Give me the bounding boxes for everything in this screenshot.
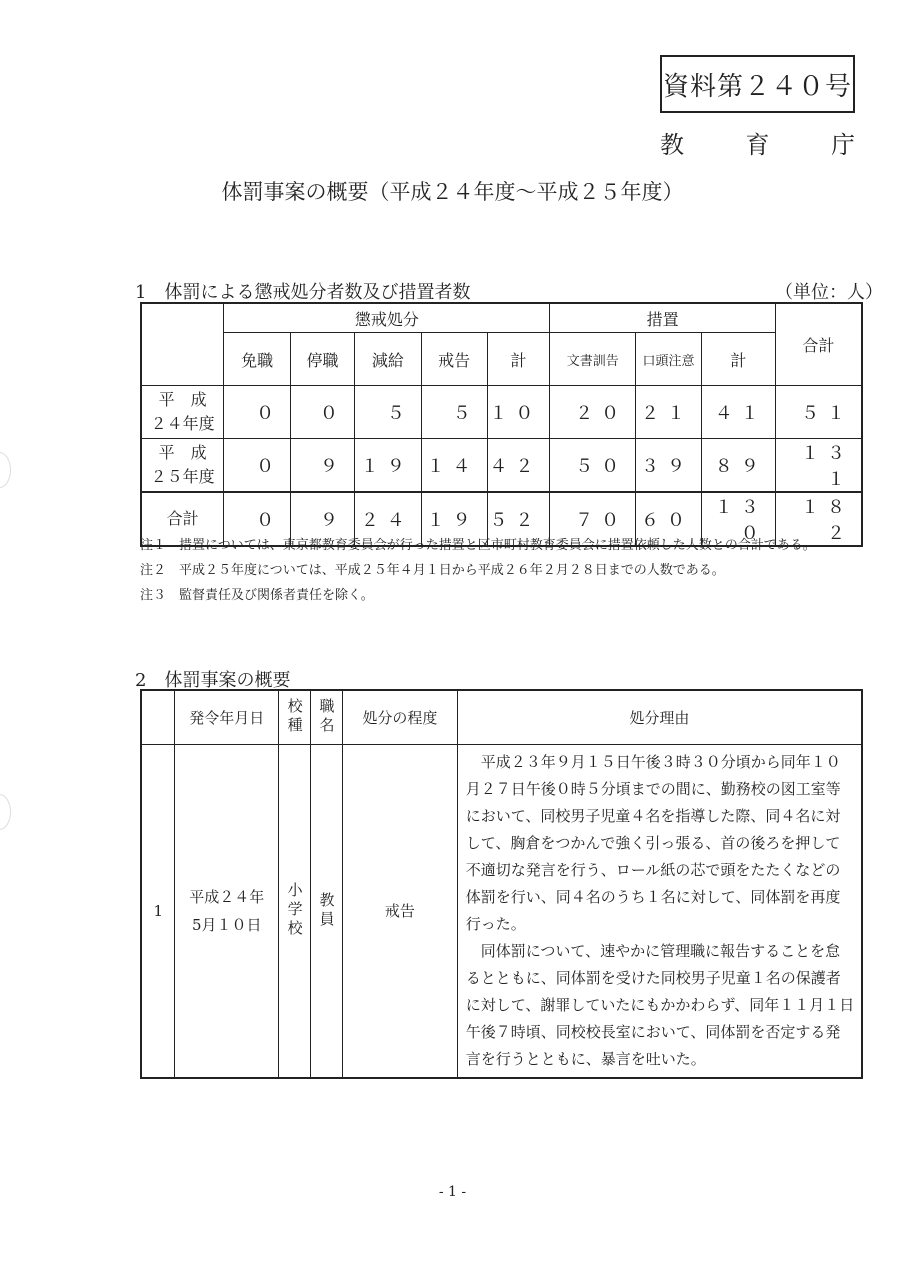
col-header: 計	[487, 333, 550, 386]
cell: ８９	[701, 439, 775, 493]
document-number-box: 資料第２４０号	[660, 55, 855, 113]
note-1: 注１ 措置については、東京都教育委員会が行った措置と区市町村教育委員会に措置依頼した人数との合計である。	[140, 538, 816, 553]
cell: ５２	[487, 492, 550, 546]
col-header: 文書訓告	[550, 333, 636, 386]
page-title: 体罰事案の概要（平成２４年度～平成２５年度）	[221, 180, 684, 204]
cell: ４２	[487, 439, 550, 493]
row-label-line2: ２４年度	[150, 414, 215, 433]
issuing-organization	[660, 125, 855, 160]
punch-hole-mark	[0, 452, 11, 488]
section1-heading: 1 体罰による懲戒処分者数及び措置者数	[135, 282, 471, 303]
cell: ４１	[701, 386, 775, 439]
col-header: 免職	[224, 333, 291, 386]
header-no	[141, 690, 175, 744]
total-header: 合計	[775, 303, 862, 386]
reason-paragraph-2: 同体罰について、速やかに管理職に報告することを怠るとともに、同体罰を受けた同校男子児童１名の保護者に対して、謝罪していたにもかかわらず、同年１１月１日午後７時頃、同校校長室において、同体罰を否定する発言を行うとともに、暴言を吐いた。	[465, 941, 855, 1068]
cell: ６０	[636, 492, 702, 546]
discipline-group-header: 懲戒処分	[224, 303, 550, 333]
case-date-line1: 平成２４年	[189, 887, 265, 906]
row-label-line1: 平 成	[158, 443, 207, 462]
cell: ０	[224, 492, 291, 546]
page-number: - 1 -	[438, 1184, 467, 1200]
case-school-text: 小学校	[285, 882, 304, 939]
header-school	[279, 690, 311, 744]
cell: ５１	[775, 386, 862, 439]
col-header: 停職	[291, 333, 355, 386]
cell: ５	[421, 386, 487, 439]
org-char: 育	[745, 131, 770, 159]
cell: ０	[224, 386, 291, 439]
col-header: 計	[701, 333, 775, 386]
note-2: 注２ 平成２５年度については、平成２５年４月１日から平成２６年２月２８日までの人数である。	[140, 563, 725, 578]
col-header: 口頭注意	[636, 333, 702, 386]
row-label-line1: 平 成	[158, 390, 207, 409]
case-summary-table	[140, 689, 863, 1079]
corner-cell	[141, 303, 224, 386]
header-position-text: 職名	[317, 698, 336, 737]
org-char: 庁	[831, 131, 855, 159]
col-header: 減給	[354, 333, 421, 386]
section2-heading: 2 体罰事案の概要	[135, 670, 291, 691]
row-label-line2: ２５年度	[150, 467, 215, 486]
case-school	[279, 744, 311, 1078]
header-reason: 処分理由	[457, 690, 862, 744]
cell: ２０	[550, 386, 636, 439]
case-level: 戒告	[343, 744, 458, 1078]
cell: ７０	[550, 492, 636, 546]
measure-group-header: 措置	[550, 303, 775, 333]
case-date-line2: 5月１０日	[192, 915, 262, 934]
cell: １９	[421, 492, 487, 546]
case-position-text: 教員	[317, 891, 336, 930]
cell: ５	[354, 386, 421, 439]
table-row	[141, 744, 862, 1078]
cell: １４	[421, 439, 487, 493]
cell: ２４	[354, 492, 421, 546]
header-position	[311, 690, 343, 744]
case-date	[175, 744, 279, 1078]
cell: ５０	[550, 439, 636, 493]
table-row	[141, 386, 862, 439]
punch-hole-mark	[0, 794, 11, 830]
case-position	[311, 744, 343, 1078]
cell: ０	[291, 386, 355, 439]
case-no: 1	[141, 744, 175, 1078]
table-row	[141, 439, 862, 493]
cell: １３１	[775, 439, 862, 493]
unit-label: （単位：人）	[775, 282, 883, 303]
org-char: 教	[660, 131, 684, 159]
col-header: 戒告	[421, 333, 487, 386]
case-reason	[457, 744, 862, 1078]
cell: ９	[291, 439, 355, 493]
header-school-text: 校種	[285, 698, 304, 737]
cell: ９	[291, 492, 355, 546]
cell: １３０	[701, 492, 775, 546]
cell: １８２	[775, 492, 862, 546]
discipline-count-table	[140, 302, 863, 547]
row-label	[141, 439, 224, 493]
row-label	[141, 386, 224, 439]
note-3: 注３ 監督責任及び関係者責任を除く。	[140, 588, 374, 603]
cell: １０	[487, 386, 550, 439]
row-label: 合計	[141, 492, 224, 546]
header-level: 処分の程度	[343, 690, 458, 744]
cell: １９	[354, 439, 421, 493]
cell: ０	[224, 439, 291, 493]
reason-paragraph-1: 平成２３年９月１５日午後３時３０分頃から同年１０月２７日午後０時５分頃までの間に、勤務校の図工室等において、同校男子児童４名を指導した際、同４名に対して、胸倉をつかんで強く引っ張る、首の後ろを押して不適切な発言を行う、ロール紙の芯で頭をたたくなどの体罰を行い、同４名のうち１名に対して、同体罰を再度行った。	[465, 752, 841, 933]
header-date: 発令年月日	[175, 690, 279, 744]
cell: ２１	[636, 386, 702, 439]
cell: ３９	[636, 439, 702, 493]
